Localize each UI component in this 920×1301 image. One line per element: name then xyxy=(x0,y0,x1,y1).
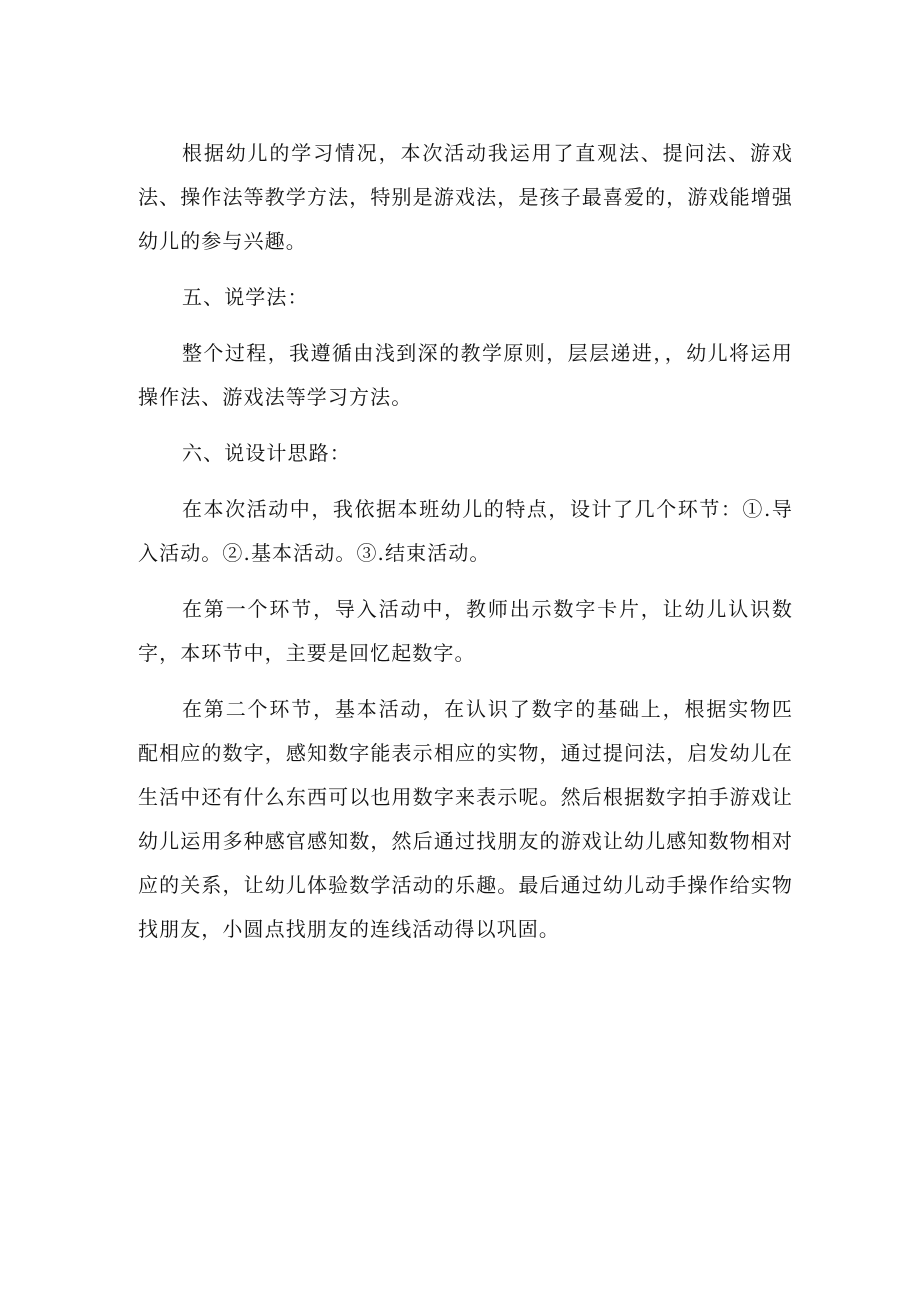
paragraph-second-stage: 在第二个环节，基本活动，在认识了数字的基础上，根据实物匹配相应的数字，感知数字能表示相应的实物，通过提问法，启发幼儿在生活中还有什么东西可以也用数字来表示呢。然后根据数字拍手游戏让幼儿运用多种感官感知数，然后通过找朋友的游戏让幼儿感知数物相对应的关系，让幼儿体验数学活动的乐趣。最后通过幼儿动手操作给实物找朋友，小圆点找朋友的连线活动得以巩固。 xyxy=(138,697,793,941)
paragraph-design-overview: 在本次活动中，我依据本班幼儿的特点，设计了几个环节：①.导入活动。②.基本活动。③.结束活动。 xyxy=(138,497,793,565)
document-body xyxy=(138,131,793,963)
section-heading-design-ideas: 六、说设计思路： xyxy=(182,441,351,465)
paragraph-first-stage: 在第一个环节，导入活动中，教师出示数字卡片，让幼儿认识数字，本环节中，主要是回忆起数字。 xyxy=(138,597,793,665)
paragraph-teaching-methods: 根据幼儿的学习情况，本次活动我运用了直观法、提问法、游戏法、操作法等教学方法，特别是游戏法，是孩子最喜爱的，游戏能增强幼儿的参与兴趣。 xyxy=(138,141,793,253)
paragraph-learning-methods: 整个过程，我遵循由浅到深的教学原则，层层递进，，幼儿将运用操作法、游戏法等学习方法。 xyxy=(138,341,793,409)
section-heading-learning-methods: 五、说学法： xyxy=(182,285,309,309)
